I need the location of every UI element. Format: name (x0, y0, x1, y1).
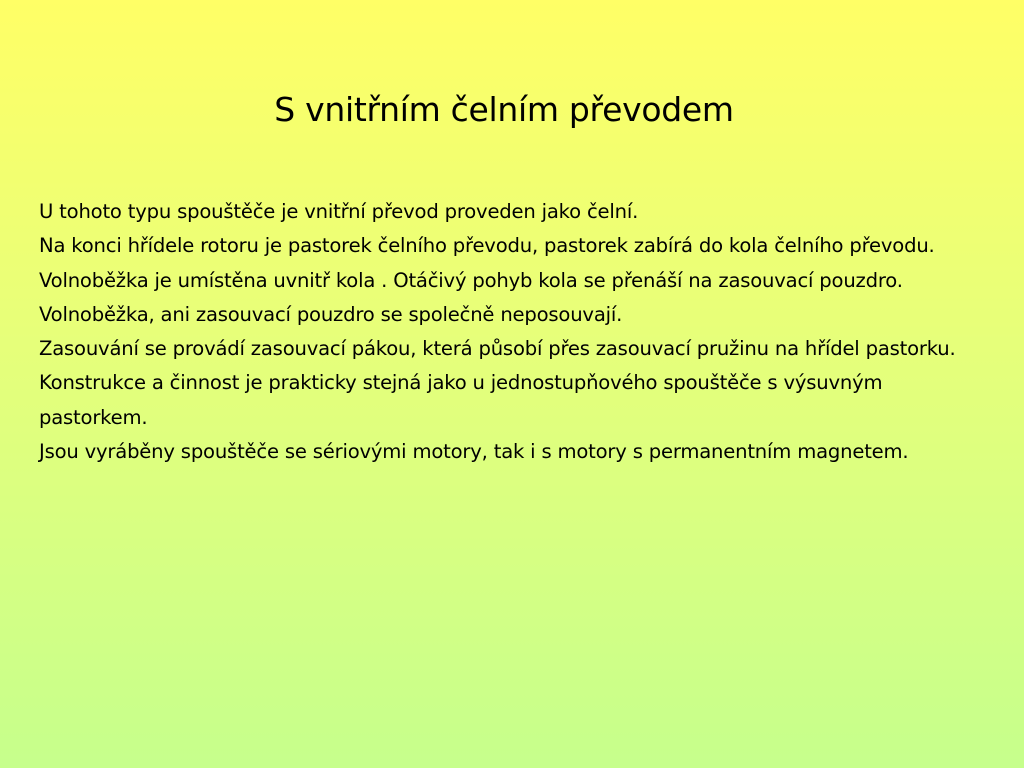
slide-body (39, 195, 989, 469)
slide-title: S vnitřním čelním převodem (274, 90, 734, 130)
body-paragraph-4: Konstrukce a činnost je prakticky stejná jako u jednostupňového spouštěče s výsuvným pastorkem. (39, 371, 883, 429)
body-paragraph-1: U tohoto typu spouštěče je vnitřní převod proveden jako čelní. (39, 200, 639, 223)
body-paragraph-3: Zasouvání se provádí zasouvací pákou, která působí přes zasouvací pružinu na hřídel pastorku. (39, 337, 956, 361)
body-paragraph-2: Na konci hřídele rotoru je pastorek čelního převodu, pastorek zabírá do kola čelního převodu. Volnoběžka je umístěna uvnitř kola . Otáčivý pohyb kola se přenáší na zasouvací pouzdro. Volnoběžka, ani zasouvací pouzdro se společně neposouvají. (39, 234, 935, 326)
body-paragraph-5: Jsou vyráběny spouštěče se sériovými motory, tak i s motory s permanentním magnetem. (39, 440, 909, 464)
